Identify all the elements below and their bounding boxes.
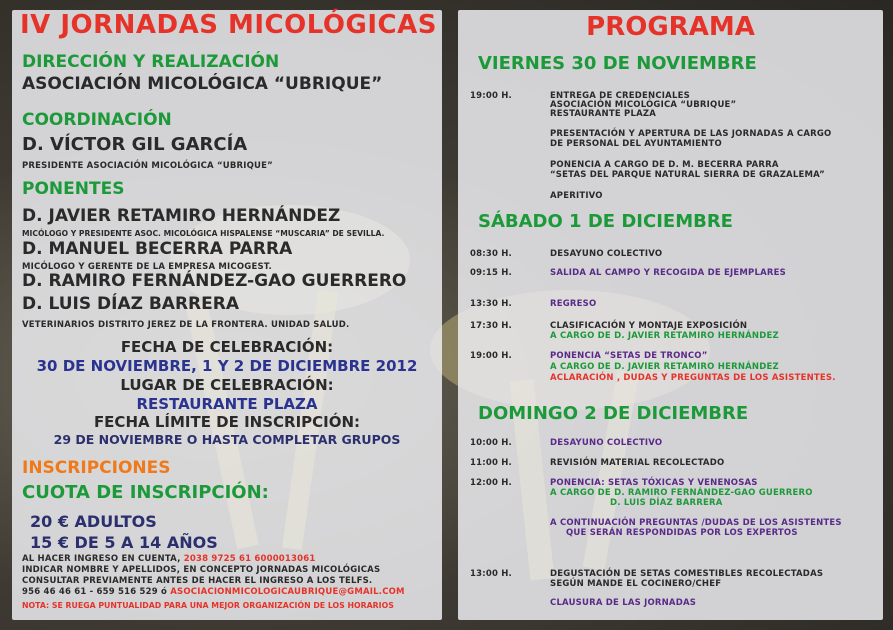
cuota-heading: CUOTA DE INSCRIPCIÓN:	[22, 482, 269, 503]
event-d4-line2: QUE SERÁN RESPONDIDAS POR LOS EXPERTOS	[566, 528, 798, 538]
event-v2-line1: PRESENTACIÓN Y APERTURA DE LAS JORNADAS A CARGO	[550, 129, 832, 139]
event-d5-line2: SEGÚN MANDE EL COCINERO/CHEF	[550, 579, 722, 589]
event-v1-line1: ENTREGA DE CREDENCIALES	[550, 91, 690, 101]
event-title: IV JORNADAS MICOLÓGICAS	[20, 10, 437, 40]
event-d3-line2: A CARGO DE D. RAMIRO FERNÁNDEZ-GAO GUERRERO	[550, 488, 813, 498]
time-s4: 17:30 H.	[470, 321, 512, 331]
event-s2: SALIDA AL CAMPO Y RECOGIDA DE EJEMPLARES	[550, 268, 786, 278]
info-line-1-text: AL HACER INGRESO EN CUENTA,	[22, 554, 181, 564]
bank-account: 2038 9725 61 6000013061	[183, 554, 316, 564]
event-v1-line3: RESTAURANTE PLAZA	[550, 109, 656, 119]
ponente-4-name: D. LUIS DÍAZ BARRERA	[22, 294, 239, 314]
precio-ninos: 15 € DE 5 A 14 AÑOS	[30, 533, 218, 552]
event-s5-line3: ACLARACIÓN , DUDAS Y PREGUNTAS DE LOS ASISTENTES.	[550, 373, 836, 383]
event-s5-line2: A CARGO DE D. JAVIER RETAMIRO HERNÁNDEZ	[550, 362, 779, 372]
event-d3-line3: D. LUIS DÍAZ BARRERA	[610, 498, 723, 508]
direccion-name: ASOCIACIÓN MICOLÓGICA “UBRIQUE”	[22, 74, 383, 94]
phones: 956 46 46 61 - 659 516 529 ó	[22, 587, 168, 597]
info-line-3: CONSULTAR PREVIAMENTE ANTES DE HACER EL INGRESO A LOS TELFS.	[22, 576, 373, 586]
programa-title: PROGRAMA	[586, 12, 755, 42]
ponente-3-name: D. RAMIRO FERNÁNDEZ-GAO GUERRERO	[22, 271, 407, 291]
direccion-heading: DIRECCIÓN Y REALIZACIÓN	[22, 52, 280, 72]
event-d5-line1: DEGUSTACIÓN DE SETAS COMESTIBLES RECOLECTADAS	[550, 569, 824, 579]
time-s2: 09:15 H.	[470, 268, 512, 278]
time-s5: 19:00 H.	[470, 351, 512, 361]
lugar-value: RESTAURANTE PLAZA	[136, 395, 318, 413]
event-s4-line2: A CARGO DE D. JAVIER RETAMIRO HERNÁNDEZ	[550, 331, 779, 341]
event-s4-line1: CLASIFICACIÓN Y MONTAJE EXPOSICIÓN	[550, 321, 748, 331]
time-v1: 19:00 H.	[470, 91, 512, 101]
limite-label: FECHA LÍMITE DE INSCRIPCIÓN:	[93, 413, 361, 431]
nota: NOTA: SE RUEGA PUNTUALIDAD PARA UNA MEJOR ORGANIZACIÓN DE LOS HORARIOS	[22, 601, 394, 610]
event-d6: CLAUSURA DE LAS JORNADAS	[550, 598, 697, 608]
event-v1-line2: ASOCIACIÓN MICOLÓGICA “UBRIQUE”	[550, 100, 737, 110]
info-line-1	[22, 554, 316, 564]
lugar-label: LUGAR DE CELEBRACIÓN:	[120, 376, 334, 394]
event-d2: REVISIÓN MATERIAL RECOLECTADO	[550, 458, 725, 468]
event-v2-line2: DE PERSONAL DEL AYUNTAMIENTO	[550, 139, 722, 149]
time-d5: 13:00 H.	[470, 569, 512, 579]
ponente-3-4-role: VETERINARIOS DISTRITO JEREZ DE LA FRONTERA. UNIDAD SALUD.	[22, 320, 350, 330]
info-line-2: INDICAR NOMBRE Y APELLIDOS, EN CONCEPTO JORNADAS MICOLÓGICAS	[22, 565, 381, 575]
time-s1: 08:30 H.	[470, 249, 512, 259]
event-d4-line1: A CONTINUACIÓN PREGUNTAS /DUDAS DE LOS ASISTENTES	[550, 518, 842, 528]
day-sabado: SÁBADO 1 DE DICIEMBRE	[478, 211, 733, 232]
event-s5-line1: PONENCIA “SETAS DE TRONCO”	[550, 351, 708, 361]
precio-adultos: 20 € ADULTOS	[30, 512, 157, 531]
inscripciones-heading: INSCRIPCIONES	[22, 458, 171, 478]
ponente-2-role: MICÓLOGO Y GERENTE DE LA EMPRESA MICOGEST.	[22, 262, 272, 272]
event-s3: REGRESO	[550, 299, 597, 309]
ponente-2-name: D. MANUEL BECERRA PARRA	[22, 239, 293, 259]
fecha-value: 30 DE NOVIEMBRE, 1 Y 2 DE DICIEMBRE 2012	[36, 357, 418, 375]
contact-email[interactable]: ASOCIACIONMICOLOGICAUBRIQUE@GMAIL.COM	[170, 587, 405, 597]
limite-value: 29 DE NOVIEMBRE O HASTA COMPLETAR GRUPOS	[53, 432, 401, 447]
coordinacion-role: PRESIDENTE ASOCIACIÓN MICOLÓGICA “UBRIQUE”	[22, 161, 273, 171]
time-d3: 12:00 H.	[470, 478, 512, 488]
ponentes-heading: PONENTES	[22, 179, 125, 199]
event-v3-line2: “SETAS DEL PARQUE NATURAL SIERRA DE GRAZALEMA”	[550, 170, 825, 180]
event-v3-line1: PONENCIA A CARGO DE D. M. BECERRA PARRA	[550, 160, 779, 170]
event-v4: APERITIVO	[550, 191, 603, 201]
coordinacion-heading: COORDINACIÓN	[22, 110, 172, 130]
time-d2: 11:00 H.	[470, 458, 512, 468]
fecha-label: FECHA DE CELEBRACIÓN:	[120, 338, 334, 356]
day-viernes: VIERNES 30 DE NOVIEMBRE	[478, 53, 757, 74]
event-s1: DESAYUNO COLECTIVO	[550, 249, 663, 259]
ponente-1-role: MICÓLOGO Y PRESIDENTE ASOC. MICOLÓGICA HISPALENSE “MUSCARIA” DE SEVILLA.	[22, 229, 385, 238]
coordinacion-name: D. VÍCTOR GIL GARCÍA	[22, 134, 248, 155]
day-domingo: DOMINGO 2 DE DICIEMBRE	[478, 403, 749, 424]
event-d1: DESAYUNO COLECTIVO	[550, 438, 663, 448]
info-line-4	[22, 587, 405, 597]
time-d1: 10:00 H.	[470, 438, 512, 448]
time-s3: 13:30 H.	[470, 299, 512, 309]
ponente-1-name: D. JAVIER RETAMIRO HERNÁNDEZ	[22, 206, 341, 226]
event-d3-line1: PONENCIA: SETAS TÓXICAS Y VENENOSAS	[550, 478, 758, 488]
